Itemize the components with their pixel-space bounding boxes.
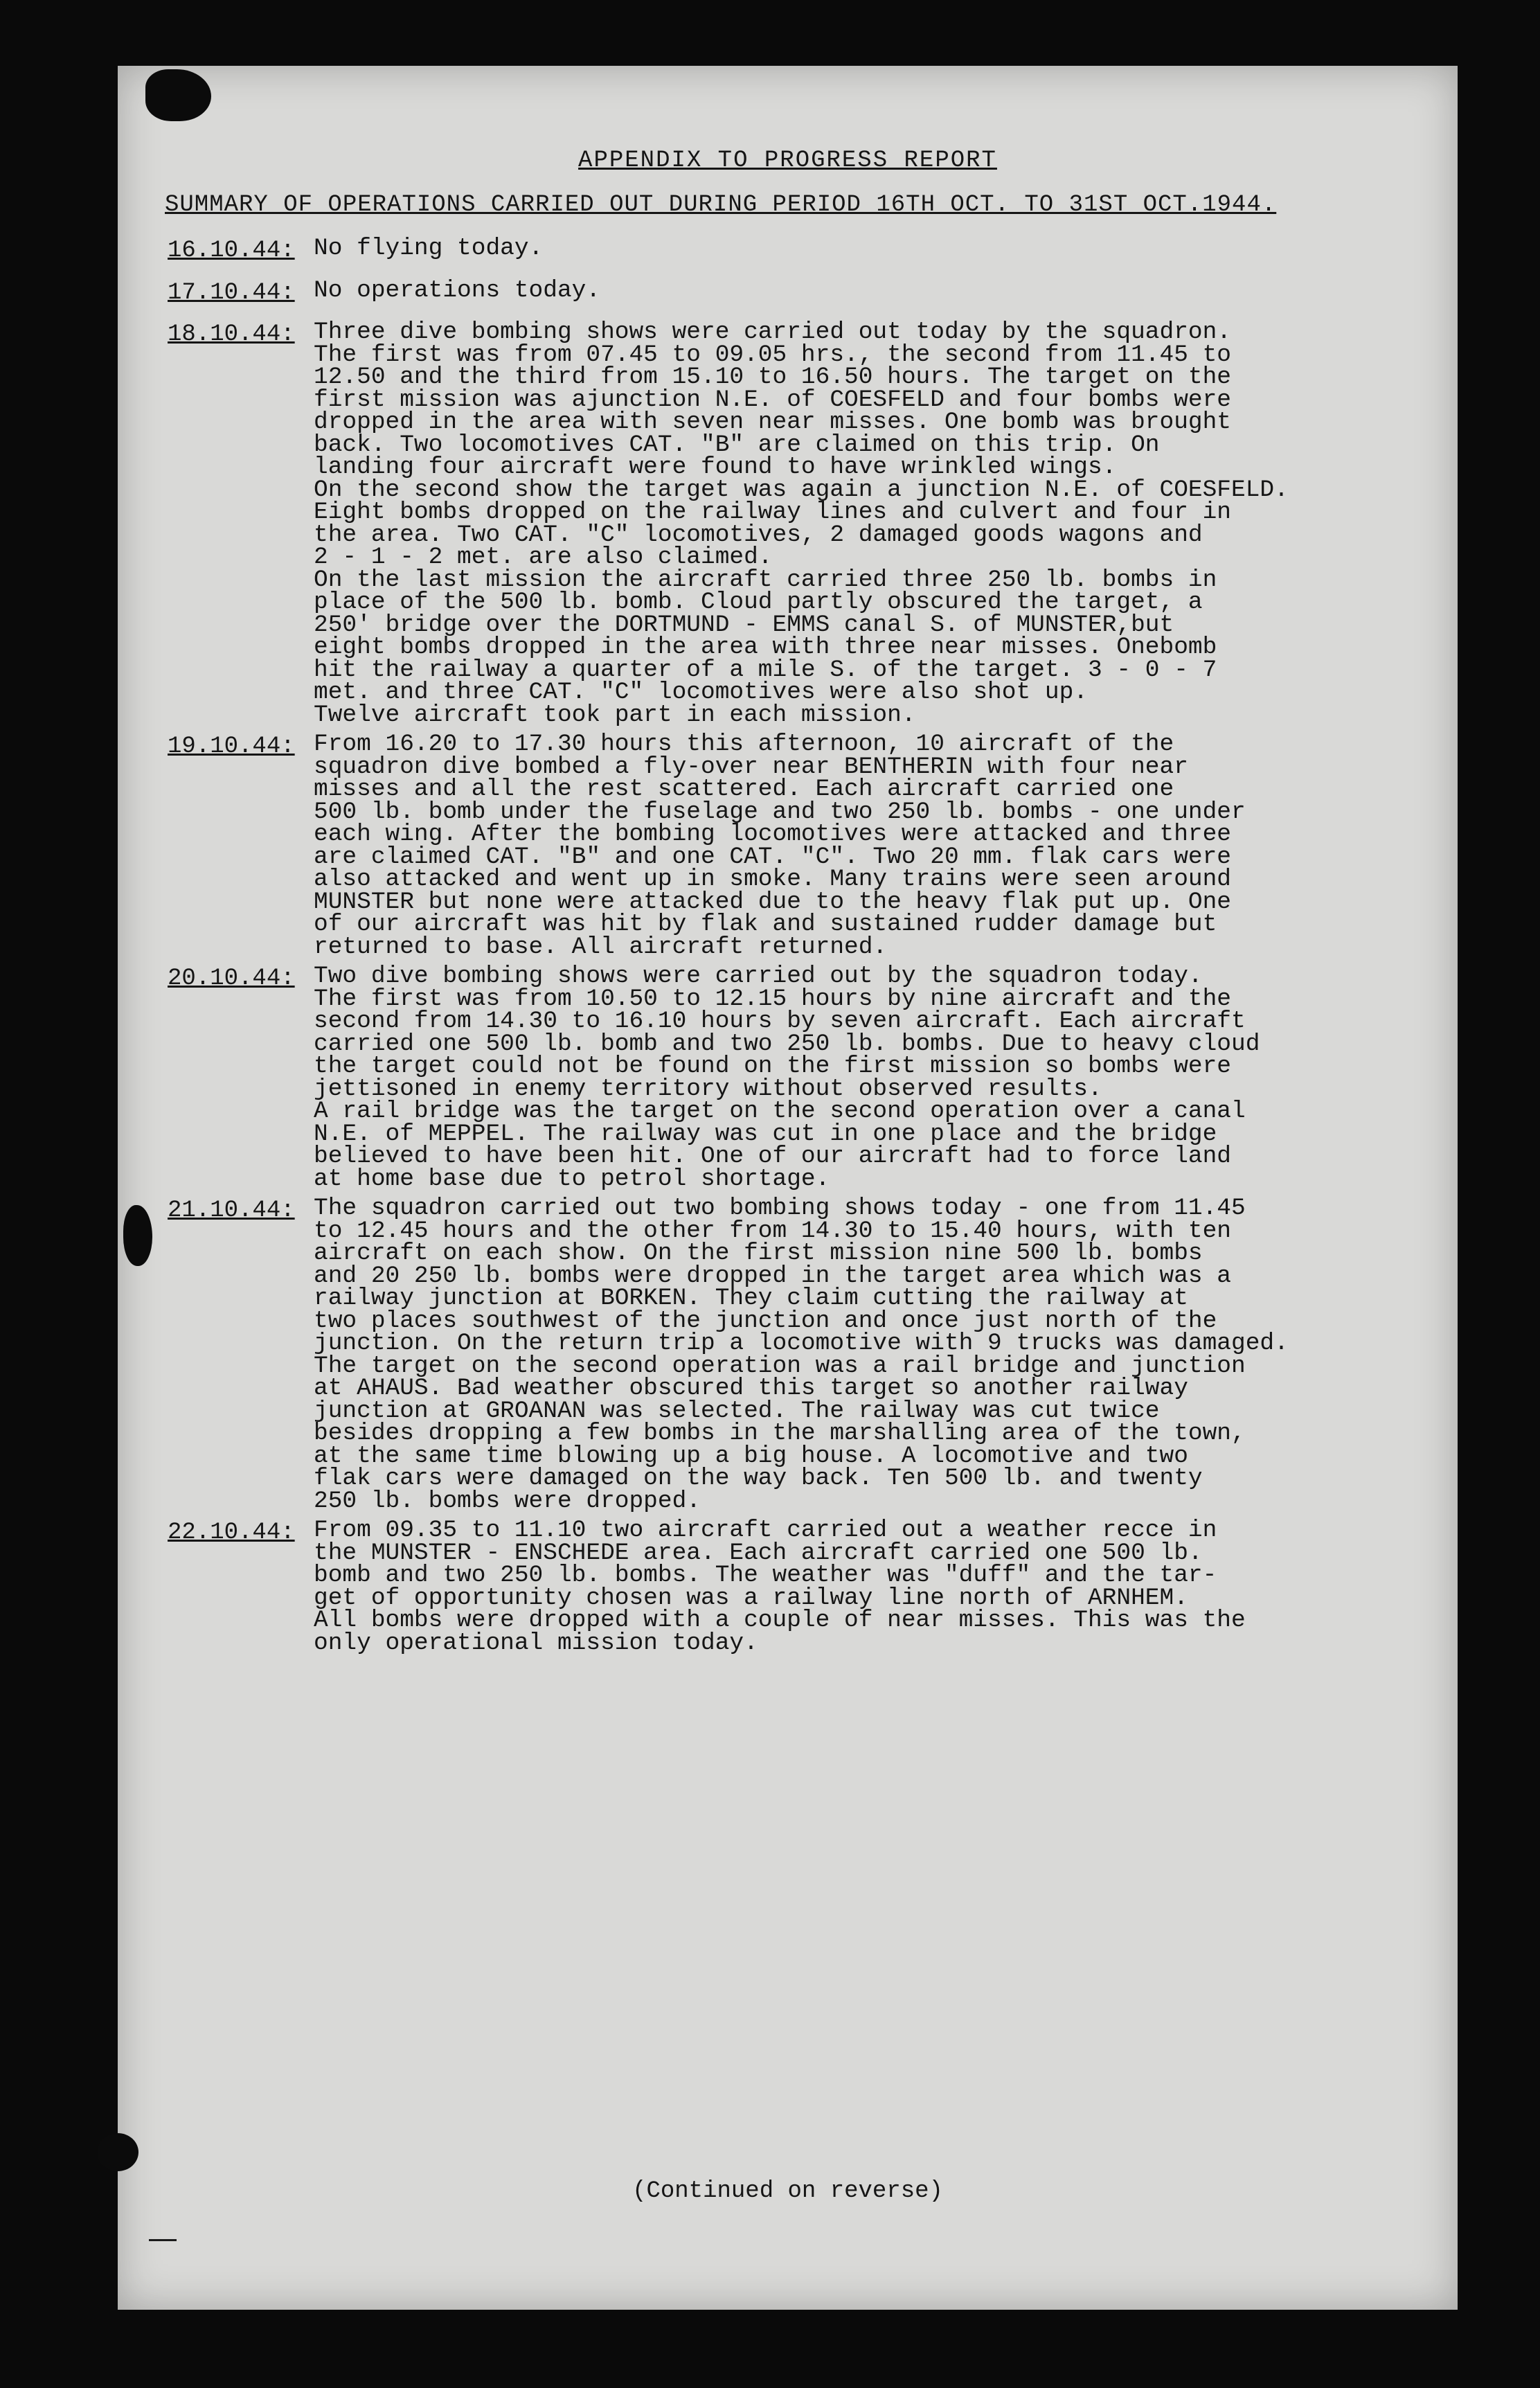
entry-line: also attacked and went up in smoke. Many trains were seen around	[314, 866, 1232, 893]
log-entry	[118, 321, 1458, 727]
entry-line: The target on the second operation was a rail bridge and junction	[314, 1352, 1246, 1380]
entry-line: 2 - 1 - 2 met. are also claimed.	[314, 544, 773, 571]
log-entry	[118, 733, 1458, 959]
entry-line: No flying today.	[314, 235, 544, 262]
entry-line: flak cars were damaged on the way back. Ten 500 lb. and twenty	[314, 1465, 1203, 1492]
entry-line: returned to base. All aircraft returned.	[314, 933, 888, 961]
entry-line: N.E. of MEPPEL. The railway was cut in one place and the bridge	[314, 1120, 1217, 1148]
entry-text	[314, 276, 1458, 304]
entry-line: misses and all the rest scattered. Each aircraft carried one	[314, 776, 1174, 803]
entry-line: Two dive bombing shows were carried out by the squadron today.	[314, 963, 1203, 990]
entry-text	[314, 965, 1458, 1191]
entry-text	[314, 1197, 1458, 1513]
entry-line: 12.50 and the third from 15.10 to 16.50 hours. The target on the	[314, 364, 1232, 391]
log-entry	[118, 965, 1458, 1191]
entry-line: second from 14.30 to 16.10 hours by seven aircraft. Each aircraft	[314, 1008, 1246, 1035]
entry-line: A rail bridge was the target on the second operation over a canal	[314, 1098, 1246, 1125]
ink-blot-top-left	[145, 69, 211, 121]
entry-line: dropped in the area with seven near misses. One bomb was brought	[314, 409, 1232, 436]
document-page	[118, 66, 1458, 2310]
entry-line: The first was from 07.45 to 09.05 hrs., the second from 11.45 to	[314, 341, 1232, 368]
page-title: APPENDIX TO PROGRESS REPORT	[578, 148, 997, 174]
entry-date: 19.10.44:	[168, 733, 295, 760]
entry-line: are claimed CAT. "B" and one CAT. "C". Two 20 mm. flak cars were	[314, 843, 1232, 871]
entry-line: All bombs were dropped with a couple of near misses. This was the	[314, 1607, 1246, 1634]
entry-line: 500 lb. bomb under the fuselage and two 250 lb. bombs - one under	[314, 798, 1246, 826]
entry-date: 17.10.44:	[168, 279, 295, 306]
entry-line: landing four aircraft were found to have wrinkled wings.	[314, 454, 1117, 481]
entry-line: 250 lb. bombs were dropped.	[314, 1487, 701, 1515]
entry-line: The first was from 10.50 to 12.15 hours by nine aircraft and the	[314, 985, 1232, 1013]
entry-line: squadron dive bombed a fly-over near BENTHERIN with four near	[314, 753, 1188, 781]
entry-line: hit the railway a quarter of a mile S. of the target. 3 - 0 - 7	[314, 656, 1217, 684]
entry-line: carried one 500 lb. bomb and two 250 lb. bombs. Due to heavy cloud	[314, 1030, 1260, 1058]
entry-text	[314, 235, 1458, 262]
entry-line: Three dive bombing shows were carried out today by the squadron.	[314, 319, 1232, 346]
entry-date: 20.10.44:	[168, 965, 295, 992]
entry-line: eight bombs dropped in the area with three near misses. Onebomb	[314, 634, 1217, 661]
entry-line: From 09.35 to 11.10 two aircraft carried out a weather recce in	[314, 1517, 1217, 1544]
entry-line: jettisoned in enemy territory without observed results.	[314, 1075, 1102, 1103]
entry-line: at AHAUS. Bad weather obscured this target so another railway	[314, 1375, 1188, 1402]
entry-text	[314, 733, 1458, 959]
entry-line: On the second show the target was again a junction N.E. of COESFELD.	[314, 476, 1289, 504]
entry-line: back. Two locomotives CAT. "B" are claimed on this trip. On	[314, 431, 1160, 458]
entry-date: 18.10.44:	[168, 321, 295, 348]
entry-line: and 20 250 lb. bombs were dropped in the target area which was a	[314, 1262, 1232, 1290]
entry-line: first mission was ajunction N.E. of COESFELD and four bombs were	[314, 386, 1232, 413]
entry-date: 22.10.44:	[168, 1520, 295, 1546]
entry-line: besides dropping a few bombs in the marshalling area of the town,	[314, 1420, 1246, 1447]
entry-line: MUNSTER but none were attacked due to the heavy flak put up. One	[314, 888, 1232, 916]
entry-date: 21.10.44:	[168, 1197, 295, 1224]
entry-line: bomb and two 250 lb. bombs. The weather was "duff" and the tar-	[314, 1562, 1217, 1589]
entry-line: met. and three CAT. "C" locomotives were also shot up.	[314, 679, 1088, 706]
entry-line: each wing. After the bombing locomotives were attacked and three	[314, 821, 1232, 848]
entry-line: place of the 500 lb. bomb. Cloud partly obscured the target, a	[314, 589, 1203, 616]
operations-log	[118, 235, 1458, 1657]
entry-line: No operations today.	[314, 276, 601, 304]
entry-line: only operational mission today.	[314, 1629, 758, 1657]
entry-line: the target could not be found on the first mission so bombs were	[314, 1053, 1232, 1080]
entry-line: two places southwest of the junction and once just north of the	[314, 1307, 1217, 1335]
entry-line: get of opportunity chosen was a railway line north of ARNHEM.	[314, 1584, 1188, 1612]
ink-blot-bottom-left	[97, 2133, 138, 2171]
entry-line: aircraft on each show. On the first mission nine 500 lb. bombs	[314, 1240, 1203, 1267]
entry-line: at the same time blowing up a big house. A locomotive and two	[314, 1442, 1188, 1470]
entry-line: Eight bombs dropped on the railway lines and culvert and four in	[314, 499, 1232, 526]
continued-note: (Continued on reverse)	[632, 2178, 943, 2204]
page-subtitle: SUMMARY OF OPERATIONS CARRIED OUT DURING PERIOD 16TH OCT. TO 31ST OCT.1944.	[165, 192, 1277, 218]
entry-line: junction. On the return trip a locomotive with 9 trucks was damaged.	[314, 1330, 1289, 1357]
entry-line: The squadron carried out two bombing shows today - one from 11.45	[314, 1195, 1246, 1222]
entry-line: Twelve aircraft took part in each mission.	[314, 701, 916, 729]
entry-line: 250' bridge over the DORTMUND - EMMS canal S. of MUNSTER,but	[314, 611, 1174, 639]
log-entry	[118, 1197, 1458, 1513]
entry-line: at home base due to petrol shortage.	[314, 1165, 830, 1193]
entry-line: believed to have been hit. One of our aircraft had to force land	[314, 1143, 1232, 1170]
entry-line: to 12.45 hours and the other from 14.30 to 15.40 hours, with ten	[314, 1217, 1232, 1245]
entry-line: From 16.20 to 17.30 hours this afternoon, 10 aircraft of the	[314, 731, 1174, 758]
entry-date: 16.10.44:	[168, 238, 295, 264]
log-entry	[118, 276, 1458, 306]
margin-mark	[149, 2239, 177, 2241]
entry-line: railway junction at BORKEN. They claim cutting the railway at	[314, 1285, 1188, 1312]
entry-line: of our aircraft was hit by flak and sustained rudder damage but	[314, 911, 1217, 938]
entry-line: junction at GROANAN was selected. The railway was cut twice	[314, 1397, 1160, 1425]
entry-line: On the last mission the aircraft carried three 250 lb. bombs in	[314, 566, 1217, 594]
log-entry	[118, 235, 1458, 264]
entry-text	[314, 1517, 1458, 1657]
entry-line: the MUNSTER - ENSCHEDE area. Each aircraft carried one 500 lb.	[314, 1539, 1203, 1567]
entry-line: the area. Two CAT. "C" locomotives, 2 damaged goods wagons and	[314, 521, 1203, 549]
entry-text	[314, 321, 1458, 727]
log-entry	[118, 1517, 1458, 1657]
